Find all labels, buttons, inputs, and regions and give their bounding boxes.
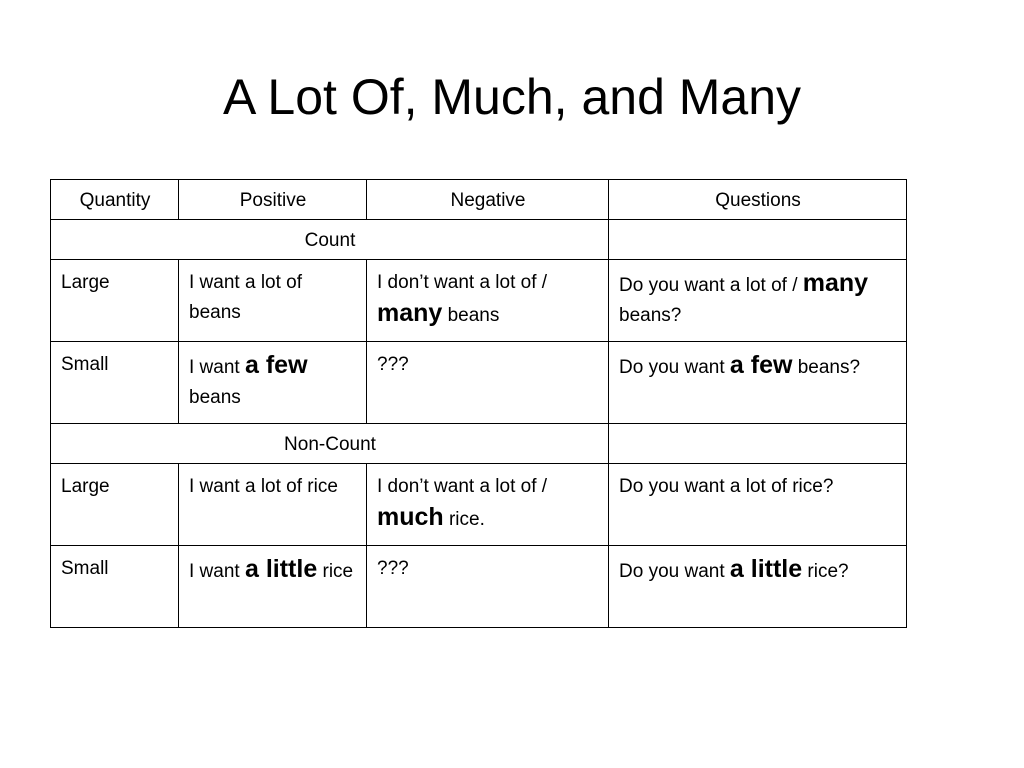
header-negative: Negative	[367, 180, 609, 220]
positive-cell	[179, 464, 367, 546]
emphasized-quantifier: a little	[244, 555, 318, 583]
emphasized-quantifier: many	[802, 269, 869, 297]
cell-text: I don’t want a lot of /	[377, 272, 548, 293]
cell-text: Do you want a lot of /	[619, 275, 803, 296]
questions-cell	[609, 260, 907, 342]
cell-text: beans?	[619, 305, 682, 326]
emphasized-quantifier: a few	[244, 351, 308, 379]
cell-text: I want	[189, 561, 245, 582]
cell-text: rice	[317, 561, 354, 582]
cell-text: beans	[189, 387, 241, 408]
table-row	[51, 342, 907, 424]
cell-text: I want	[189, 357, 245, 378]
cell-text: rice?	[802, 561, 849, 582]
emphasized-quantifier: a little	[729, 555, 803, 583]
questions-cell	[609, 546, 907, 628]
count-group-label: Count	[51, 220, 609, 260]
positive-cell	[179, 342, 367, 424]
count-group-empty-cell	[609, 220, 907, 260]
negative-cell	[367, 464, 609, 546]
cell-text: I want a lot of rice	[189, 476, 338, 497]
emphasized-quantifier: much	[377, 503, 444, 531]
quantity-cell: Small	[51, 342, 179, 424]
cell-text: Do you want a lot of rice?	[619, 476, 834, 497]
noncount-group-row	[51, 424, 907, 464]
cell-text: Do you want	[619, 561, 730, 582]
questions-cell	[609, 464, 907, 546]
negative-cell	[367, 260, 609, 342]
quantifier-table	[50, 179, 907, 628]
count-group-row	[51, 220, 907, 260]
cell-text: beans	[442, 305, 500, 326]
table-header-row	[51, 180, 907, 220]
cell-text: I want a lot of beans	[189, 272, 303, 323]
header-questions: Questions	[609, 180, 907, 220]
slide-title: A Lot Of, Much, and Many	[222, 69, 802, 125]
emphasized-quantifier: a few	[729, 351, 793, 379]
positive-cell	[179, 546, 367, 628]
quantity-cell: Large	[51, 464, 179, 546]
cell-text: rice.	[443, 509, 485, 530]
negative-cell	[367, 546, 609, 628]
emphasized-quantifier: many	[377, 299, 443, 327]
cell-text: Do you want	[619, 357, 730, 378]
cell-text: ???	[377, 558, 409, 579]
cell-text: ???	[377, 354, 409, 375]
cell-text: beans?	[792, 357, 861, 378]
quantity-cell: Large	[51, 260, 179, 342]
header-quantity: Quantity	[51, 180, 179, 220]
table-row	[51, 464, 907, 546]
noncount-group-label: Non-Count	[51, 424, 609, 464]
cell-text: I don’t want a lot of /	[377, 476, 548, 497]
table-row	[51, 546, 907, 628]
positive-cell	[179, 260, 367, 342]
questions-cell	[609, 342, 907, 424]
negative-cell	[367, 342, 609, 424]
header-positive: Positive	[179, 180, 367, 220]
quantity-cell: Small	[51, 546, 179, 628]
noncount-group-empty-cell	[609, 424, 907, 464]
table-row	[51, 260, 907, 342]
